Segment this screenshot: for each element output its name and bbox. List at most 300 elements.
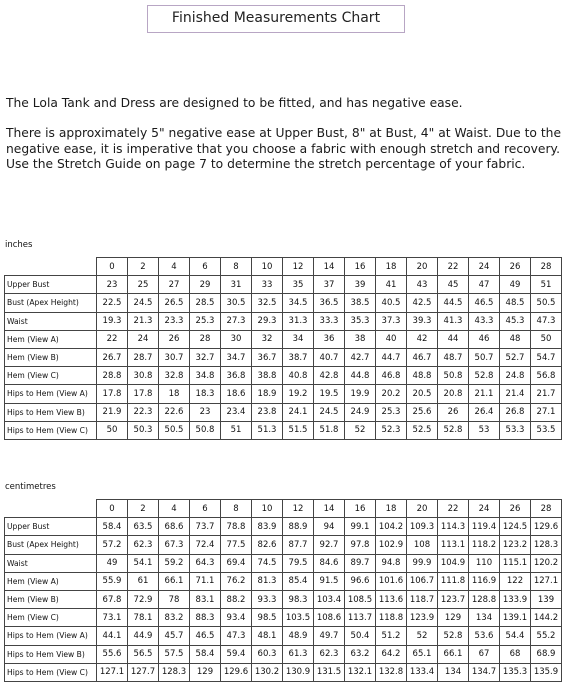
measurement-cell: 44.7 <box>376 348 407 366</box>
measurement-cell: 18.6 <box>221 385 252 403</box>
measurement-cell: 46.5 <box>190 627 221 645</box>
measurement-cell: 17.8 <box>97 385 128 403</box>
measurement-cell: 55.9 <box>97 572 128 590</box>
measurement-cell: 74.5 <box>252 554 283 572</box>
measurement-cell: 21.3 <box>128 312 159 330</box>
measurement-cell: 41.3 <box>438 312 469 330</box>
measurement-cell: 24.5 <box>128 294 159 312</box>
measurement-cell: 21.4 <box>500 385 531 403</box>
measurement-cell: 85.4 <box>283 572 314 590</box>
measurement-cell: 24.9 <box>345 403 376 421</box>
size-header-cell: 10 <box>252 500 283 518</box>
size-header-cell: 18 <box>376 258 407 276</box>
table-row <box>5 518 562 536</box>
measurement-cell: 38.8 <box>252 367 283 385</box>
measurement-cell: 144.2 <box>531 609 562 627</box>
corner-cell <box>5 258 97 276</box>
measurement-cell: 50.5 <box>159 421 190 439</box>
measurement-cell: 83.1 <box>190 590 221 608</box>
measurement-cell: 43 <box>407 276 438 294</box>
measurement-cell: 73.7 <box>190 518 221 536</box>
measurement-cell: 123.7 <box>438 590 469 608</box>
measurement-cell: 139 <box>531 590 562 608</box>
measurement-cell: 28.8 <box>97 367 128 385</box>
measurement-cell: 45 <box>438 276 469 294</box>
measurement-cell: 51.2 <box>376 627 407 645</box>
measurement-cell: 52 <box>407 627 438 645</box>
measurement-cell: 118.2 <box>469 536 500 554</box>
size-header-cell: 2 <box>128 500 159 518</box>
measurement-cell: 81.3 <box>252 572 283 590</box>
measurement-cell: 35 <box>283 276 314 294</box>
table-row <box>5 330 562 348</box>
measurement-cell: 56.5 <box>128 645 159 663</box>
measurement-cell: 40.5 <box>376 294 407 312</box>
measurement-cell: 19.3 <box>97 312 128 330</box>
measurement-cell: 44 <box>438 330 469 348</box>
measurement-cell: 52.8 <box>438 421 469 439</box>
measurement-cell: 42 <box>407 330 438 348</box>
measurement-cell: 62.3 <box>314 645 345 663</box>
measurement-cell: 64.3 <box>190 554 221 572</box>
measurement-cell: 49 <box>97 554 128 572</box>
measurement-cell: 88.9 <box>283 518 314 536</box>
measurement-cell: 68.9 <box>531 645 562 663</box>
measurement-cell: 26.4 <box>469 403 500 421</box>
measurement-cell: 135.9 <box>531 663 562 681</box>
measurement-cell: 32.5 <box>252 294 283 312</box>
size-header-cell: 6 <box>190 258 221 276</box>
size-header-cell: 20 <box>407 258 438 276</box>
measurement-cell: 19.9 <box>345 385 376 403</box>
table-row <box>5 590 562 608</box>
size-header-cell: 26 <box>500 258 531 276</box>
row-label: Waist <box>5 554 97 572</box>
measurement-cell: 38 <box>345 330 376 348</box>
measurement-cell: 40.7 <box>314 348 345 366</box>
size-header-cell: 20 <box>407 500 438 518</box>
measurement-cell: 23.4 <box>221 403 252 421</box>
measurement-cell: 50.4 <box>345 627 376 645</box>
measurement-cell: 83.2 <box>159 609 190 627</box>
measurement-cell: 47.3 <box>531 312 562 330</box>
measurement-cell: 38.5 <box>345 294 376 312</box>
row-label: Upper Bust <box>5 518 97 536</box>
measurement-cell: 48 <box>500 330 531 348</box>
measurement-cell: 56.8 <box>531 367 562 385</box>
measurement-cell: 20.2 <box>376 385 407 403</box>
row-label: Hips to Hem (View A) <box>5 385 97 403</box>
measurement-cell: 66.1 <box>159 572 190 590</box>
size-header-cell: 12 <box>283 258 314 276</box>
measurement-cell: 113.1 <box>438 536 469 554</box>
measurement-cell: 99.9 <box>407 554 438 572</box>
size-header-cell: 28 <box>531 500 562 518</box>
table-row <box>5 609 562 627</box>
measurement-cell: 20.5 <box>407 385 438 403</box>
measurement-cell: 44.5 <box>438 294 469 312</box>
size-header-cell: 10 <box>252 258 283 276</box>
measurement-cell: 54.1 <box>128 554 159 572</box>
measurement-cell: 98.5 <box>252 609 283 627</box>
table-row <box>5 385 562 403</box>
measurement-cell: 67 <box>469 645 500 663</box>
measurement-cell: 129.6 <box>221 663 252 681</box>
table-row <box>5 367 562 385</box>
size-header-cell: 8 <box>221 500 252 518</box>
measurement-cell: 48.9 <box>283 627 314 645</box>
measurement-cell: 30.5 <box>221 294 252 312</box>
table-row <box>5 312 562 330</box>
measurement-cell: 41 <box>376 276 407 294</box>
measurement-cell: 48.7 <box>438 348 469 366</box>
measurement-cell: 47.3 <box>221 627 252 645</box>
measurement-cell: 131.5 <box>314 663 345 681</box>
row-label: Hem (View A) <box>5 572 97 590</box>
measurement-cell: 108 <box>407 536 438 554</box>
measurement-cell: 50.3 <box>128 421 159 439</box>
measurement-cell: 133.9 <box>500 590 531 608</box>
table-row <box>5 663 562 681</box>
measurement-cell: 120.2 <box>531 554 562 572</box>
size-header-cell: 6 <box>190 500 221 518</box>
measurement-cell: 61.3 <box>283 645 314 663</box>
measurement-cell: 32.8 <box>159 367 190 385</box>
measurement-cell: 24 <box>128 330 159 348</box>
table-row <box>5 627 562 645</box>
measurement-cell: 110 <box>469 554 500 572</box>
size-header-cell: 24 <box>469 500 500 518</box>
measurement-cell: 91.5 <box>314 572 345 590</box>
measurement-cell: 27.1 <box>531 403 562 421</box>
measurement-cell: 88.3 <box>190 609 221 627</box>
measurement-cell: 89.7 <box>345 554 376 572</box>
measurement-cell: 22.5 <box>97 294 128 312</box>
measurement-cell: 18 <box>159 385 190 403</box>
measurement-cell: 42.8 <box>314 367 345 385</box>
measurement-cell: 62.3 <box>128 536 159 554</box>
row-label: Hem (View A) <box>5 330 97 348</box>
measurement-cell: 118.8 <box>376 609 407 627</box>
measurement-cell: 46.5 <box>469 294 500 312</box>
measurement-cell: 63.2 <box>345 645 376 663</box>
measurement-cell: 31 <box>221 276 252 294</box>
measurement-cell: 50.8 <box>438 367 469 385</box>
measurement-cell: 130.9 <box>283 663 314 681</box>
measurement-cell: 26 <box>438 403 469 421</box>
centimetres-label: centimetres <box>5 482 56 492</box>
measurement-cell: 34.5 <box>283 294 314 312</box>
measurement-cell: 55.6 <box>97 645 128 663</box>
measurement-cell: 129.6 <box>531 518 562 536</box>
table-row <box>5 572 562 590</box>
row-label: Hips to Hem View B) <box>5 645 97 663</box>
size-header-row <box>5 500 562 518</box>
centimetres-measurements-table <box>4 499 562 682</box>
measurement-cell: 23.3 <box>159 312 190 330</box>
measurement-cell: 19.5 <box>314 385 345 403</box>
size-header-cell: 16 <box>345 258 376 276</box>
measurement-cell: 57.2 <box>97 536 128 554</box>
measurement-cell: 45.3 <box>500 312 531 330</box>
table-row <box>5 554 562 572</box>
measurement-cell: 39 <box>345 276 376 294</box>
measurement-cell: 128.3 <box>531 536 562 554</box>
measurement-cell: 50.5 <box>531 294 562 312</box>
measurement-cell: 32 <box>252 330 283 348</box>
measurement-cell: 116.9 <box>469 572 500 590</box>
measurement-cell: 34.7 <box>221 348 252 366</box>
measurement-cell: 30.7 <box>159 348 190 366</box>
intro-paragraph-fit: The Lola Tank and Dress are designed to be fitted, and has negative ease. <box>6 96 463 110</box>
row-label: Hips to Hem (View C) <box>5 663 97 681</box>
measurement-cell: 68 <box>500 645 531 663</box>
size-header-cell: 22 <box>438 258 469 276</box>
measurement-cell: 52.8 <box>469 367 500 385</box>
measurement-cell: 55.2 <box>531 627 562 645</box>
measurement-cell: 113.6 <box>376 590 407 608</box>
measurement-cell: 119.4 <box>469 518 500 536</box>
measurement-cell: 127.1 <box>531 572 562 590</box>
table-row <box>5 348 562 366</box>
measurement-cell: 18.9 <box>252 385 283 403</box>
row-label: Hem (View B) <box>5 590 97 608</box>
measurement-cell: 33.3 <box>314 312 345 330</box>
measurement-cell: 50.8 <box>190 421 221 439</box>
measurement-cell: 58.4 <box>190 645 221 663</box>
size-header-cell: 26 <box>500 500 531 518</box>
measurement-cell: 23 <box>190 403 221 421</box>
measurement-cell: 30.8 <box>128 367 159 385</box>
measurement-cell: 26.7 <box>97 348 128 366</box>
measurement-cell: 52.5 <box>407 421 438 439</box>
measurement-cell: 54.4 <box>500 627 531 645</box>
measurement-cell: 46 <box>469 330 500 348</box>
measurement-cell: 64.2 <box>376 645 407 663</box>
measurement-cell: 21.7 <box>531 385 562 403</box>
measurement-cell: 28.5 <box>190 294 221 312</box>
measurement-cell: 51.8 <box>314 421 345 439</box>
measurement-cell: 118.7 <box>407 590 438 608</box>
measurement-cell: 51.3 <box>252 421 283 439</box>
measurement-cell: 57.5 <box>159 645 190 663</box>
measurement-cell: 67.3 <box>159 536 190 554</box>
measurement-cell: 132.1 <box>345 663 376 681</box>
table-row <box>5 421 562 439</box>
measurement-cell: 104.2 <box>376 518 407 536</box>
measurement-cell: 128.3 <box>159 663 190 681</box>
measurement-cell: 59.2 <box>159 554 190 572</box>
measurement-cell: 25.6 <box>407 403 438 421</box>
measurement-cell: 52.8 <box>438 627 469 645</box>
measurement-cell: 101.6 <box>376 572 407 590</box>
measurement-cell: 123.2 <box>500 536 531 554</box>
measurement-cell: 44.1 <box>97 627 128 645</box>
measurement-cell: 113.7 <box>345 609 376 627</box>
size-header-cell: 12 <box>283 500 314 518</box>
measurement-cell: 124.5 <box>500 518 531 536</box>
measurement-cell: 129 <box>190 663 221 681</box>
measurement-cell: 123.9 <box>407 609 438 627</box>
measurement-cell: 25 <box>128 276 159 294</box>
measurement-cell: 23 <box>97 276 128 294</box>
measurement-cell: 52 <box>345 421 376 439</box>
size-header-cell: 24 <box>469 258 500 276</box>
measurement-cell: 53.3 <box>500 421 531 439</box>
measurement-cell: 30 <box>221 330 252 348</box>
measurement-cell: 40 <box>376 330 407 348</box>
measurement-cell: 135.3 <box>500 663 531 681</box>
measurement-cell: 48.1 <box>252 627 283 645</box>
measurement-cell: 114.3 <box>438 518 469 536</box>
inches-label: inches <box>5 240 33 250</box>
measurement-cell: 53.6 <box>469 627 500 645</box>
corner-cell <box>5 500 97 518</box>
row-label: Hips to Hem (View A) <box>5 627 97 645</box>
measurement-cell: 104.9 <box>438 554 469 572</box>
measurement-cell: 77.5 <box>221 536 252 554</box>
measurement-cell: 98.3 <box>283 590 314 608</box>
measurement-cell: 42.7 <box>345 348 376 366</box>
measurement-cell: 58.4 <box>97 518 128 536</box>
measurement-cell: 133.4 <box>407 663 438 681</box>
size-header-cell: 18 <box>376 500 407 518</box>
measurement-cell: 103.4 <box>314 590 345 608</box>
measurement-cell: 22.6 <box>159 403 190 421</box>
row-label: Hem (View C) <box>5 367 97 385</box>
measurement-cell: 127.7 <box>128 663 159 681</box>
measurement-cell: 63.5 <box>128 518 159 536</box>
measurement-cell: 37 <box>314 276 345 294</box>
measurement-cell: 26.5 <box>159 294 190 312</box>
measurement-cell: 54.7 <box>531 348 562 366</box>
measurement-cell: 127.1 <box>97 663 128 681</box>
measurement-cell: 36.7 <box>252 348 283 366</box>
measurement-cell: 26.8 <box>500 403 531 421</box>
measurement-cell: 45.7 <box>159 627 190 645</box>
measurement-cell: 44.9 <box>128 627 159 645</box>
measurement-cell: 108.5 <box>345 590 376 608</box>
measurement-cell: 128.8 <box>469 590 500 608</box>
measurement-cell: 19.2 <box>283 385 314 403</box>
measurement-cell: 88.2 <box>221 590 252 608</box>
measurement-cell: 32.7 <box>190 348 221 366</box>
measurement-cell: 97.8 <box>345 536 376 554</box>
measurement-cell: 78 <box>159 590 190 608</box>
measurement-cell: 134 <box>438 663 469 681</box>
measurement-cell: 73.1 <box>97 609 128 627</box>
measurement-cell: 78.8 <box>221 518 252 536</box>
table-row <box>5 645 562 663</box>
size-header-cell: 28 <box>531 258 562 276</box>
measurement-cell: 59.4 <box>221 645 252 663</box>
measurement-cell: 68.6 <box>159 518 190 536</box>
measurement-cell: 99.1 <box>345 518 376 536</box>
measurement-cell: 51 <box>221 421 252 439</box>
measurement-cell: 21.1 <box>469 385 500 403</box>
measurement-cell: 22.3 <box>128 403 159 421</box>
measurement-cell: 20.8 <box>438 385 469 403</box>
measurement-cell: 50.7 <box>469 348 500 366</box>
measurement-cell: 33 <box>252 276 283 294</box>
measurement-cell: 111.8 <box>438 572 469 590</box>
measurement-cell: 50 <box>97 421 128 439</box>
intro-paragraph-ease: There is approximately 5" negative ease at Upper Bust, 8" at Bust, 4" at Waist. Due to the negative ease, it is imperative that you choose a fabric with enough stretch and recovery. Use the Stretch Guide on page 7 to determine the stretch percentage of your fabric. <box>6 126 562 172</box>
measurement-cell: 34.8 <box>190 367 221 385</box>
row-label: Hips to Hem (View C) <box>5 421 97 439</box>
measurement-cell: 42.5 <box>407 294 438 312</box>
measurement-cell: 66.1 <box>438 645 469 663</box>
row-label: Hem (View B) <box>5 348 97 366</box>
measurement-cell: 49.7 <box>314 627 345 645</box>
measurement-cell: 69.4 <box>221 554 252 572</box>
measurement-cell: 53.5 <box>531 421 562 439</box>
measurement-cell: 61 <box>128 572 159 590</box>
size-header-cell: 22 <box>438 500 469 518</box>
measurement-cell: 36 <box>314 330 345 348</box>
measurement-cell: 102.9 <box>376 536 407 554</box>
measurement-cell: 34 <box>283 330 314 348</box>
measurement-cell: 76.2 <box>221 572 252 590</box>
measurement-cell: 29 <box>190 276 221 294</box>
measurement-cell: 60.3 <box>252 645 283 663</box>
measurement-cell: 39.3 <box>407 312 438 330</box>
measurement-cell: 130.2 <box>252 663 283 681</box>
size-header-cell: 0 <box>97 258 128 276</box>
measurement-cell: 106.7 <box>407 572 438 590</box>
measurement-cell: 96.6 <box>345 572 376 590</box>
measurement-cell: 50 <box>531 330 562 348</box>
measurement-cell: 24.5 <box>314 403 345 421</box>
page-title: Finished Measurements Chart <box>147 5 405 33</box>
size-header-row <box>5 258 562 276</box>
measurement-cell: 53 <box>469 421 500 439</box>
measurement-cell: 27.3 <box>221 312 252 330</box>
measurement-cell: 46.8 <box>376 367 407 385</box>
measurement-cell: 21.9 <box>97 403 128 421</box>
size-header-cell: 0 <box>97 500 128 518</box>
size-header-cell: 14 <box>314 258 345 276</box>
measurement-cell: 132.8 <box>376 663 407 681</box>
measurement-cell: 24.1 <box>283 403 314 421</box>
measurement-cell: 25.3 <box>376 403 407 421</box>
measurement-cell: 36.8 <box>221 367 252 385</box>
measurement-cell: 37.3 <box>376 312 407 330</box>
measurement-cell: 49 <box>500 276 531 294</box>
row-label: Hem (View C) <box>5 609 97 627</box>
measurement-cell: 93.4 <box>221 609 252 627</box>
measurement-cell: 94 <box>314 518 345 536</box>
size-header-cell: 2 <box>128 258 159 276</box>
measurement-cell: 82.6 <box>252 536 283 554</box>
measurement-cell: 28 <box>190 330 221 348</box>
measurement-cell: 108.6 <box>314 609 345 627</box>
measurement-cell: 43.3 <box>469 312 500 330</box>
measurement-cell: 122 <box>500 572 531 590</box>
measurement-cell: 25.3 <box>190 312 221 330</box>
measurement-cell: 46.7 <box>407 348 438 366</box>
measurement-cell: 79.5 <box>283 554 314 572</box>
measurement-cell: 29.3 <box>252 312 283 330</box>
measurement-cell: 93.3 <box>252 590 283 608</box>
measurement-cell: 51.5 <box>283 421 314 439</box>
measurement-cell: 48.5 <box>500 294 531 312</box>
measurement-cell: 52.3 <box>376 421 407 439</box>
measurement-cell: 35.3 <box>345 312 376 330</box>
measurement-cell: 26 <box>159 330 190 348</box>
measurement-cell: 51 <box>531 276 562 294</box>
measurement-cell: 129 <box>438 609 469 627</box>
